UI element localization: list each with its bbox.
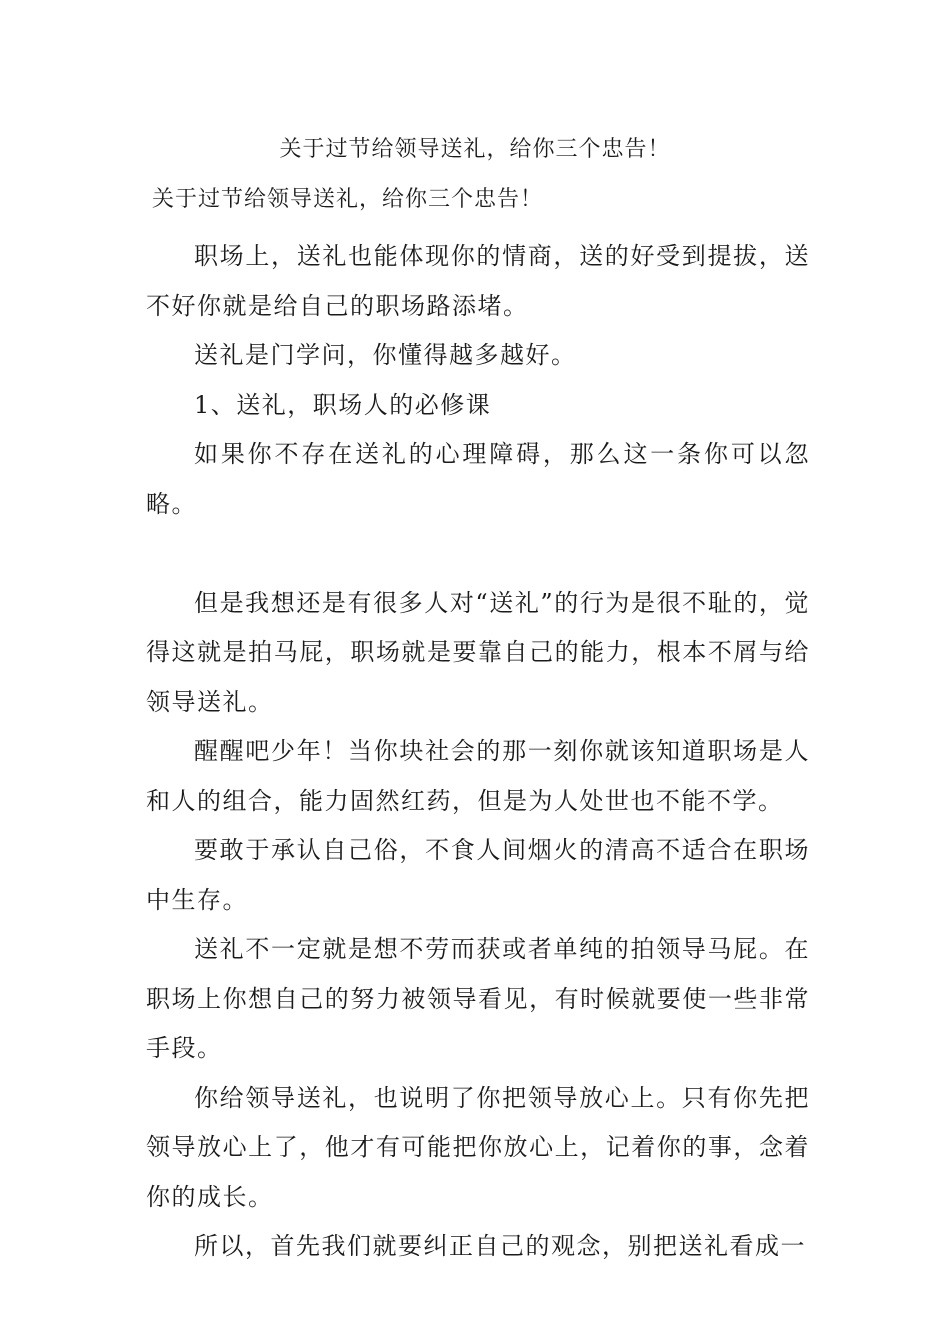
paragraph: 醒醒吧少年！当你块社会的那一刻你就该知道职场是人和人的组合，能力固然红药，但是为人处世也不能不学。 [146,737,810,815]
paragraph: 如果你不存在送礼的心理障碍，那么这一条你可以忽略。 [146,440,810,518]
document-body [146,232,810,1272]
paragraph: 送礼不一定就是想不劳而获或者单纯的拍领导马屁。在职场上你想自己的努力被领导看见，有时候就要使一些非常手段。 [146,935,810,1062]
paragraph: 你给领导送礼，也说明了你把领导放心上。只有你先把领导放心上了，他才有可能把你放心上，记着你的事，念着你的成长。 [146,1083,810,1211]
section-heading: 1、送礼，职场人的必修课 [194,390,492,419]
paragraph: 送礼是门学问，你懂得越多越好。 [194,341,577,369]
document-subtitle: 关于过节给领导送礼，给你三个忠告！ [152,187,544,212]
document-title: 关于过节给领导送礼，给你三个忠告！ [279,137,671,162]
paragraph: 职场上，送礼也能体现你的情商，送的好受到提拔，送不好你就是给自己的职场路添堵。 [146,242,810,320]
blank-line [146,529,810,579]
paragraph: 所以，首先我们就要纠正自己的观念，别把送礼看成一 [194,1232,806,1260]
paragraph: 要敢于承认自己俗，不食人间烟火的清高不适合在职场中生存。 [146,836,810,914]
paragraph: 但是我想还是有很多人对“送礼”的行为是很不耻的，觉得这就是拍马屁，职场就是要靠自己的能力，根本不屑与给领导送礼。 [146,588,810,716]
